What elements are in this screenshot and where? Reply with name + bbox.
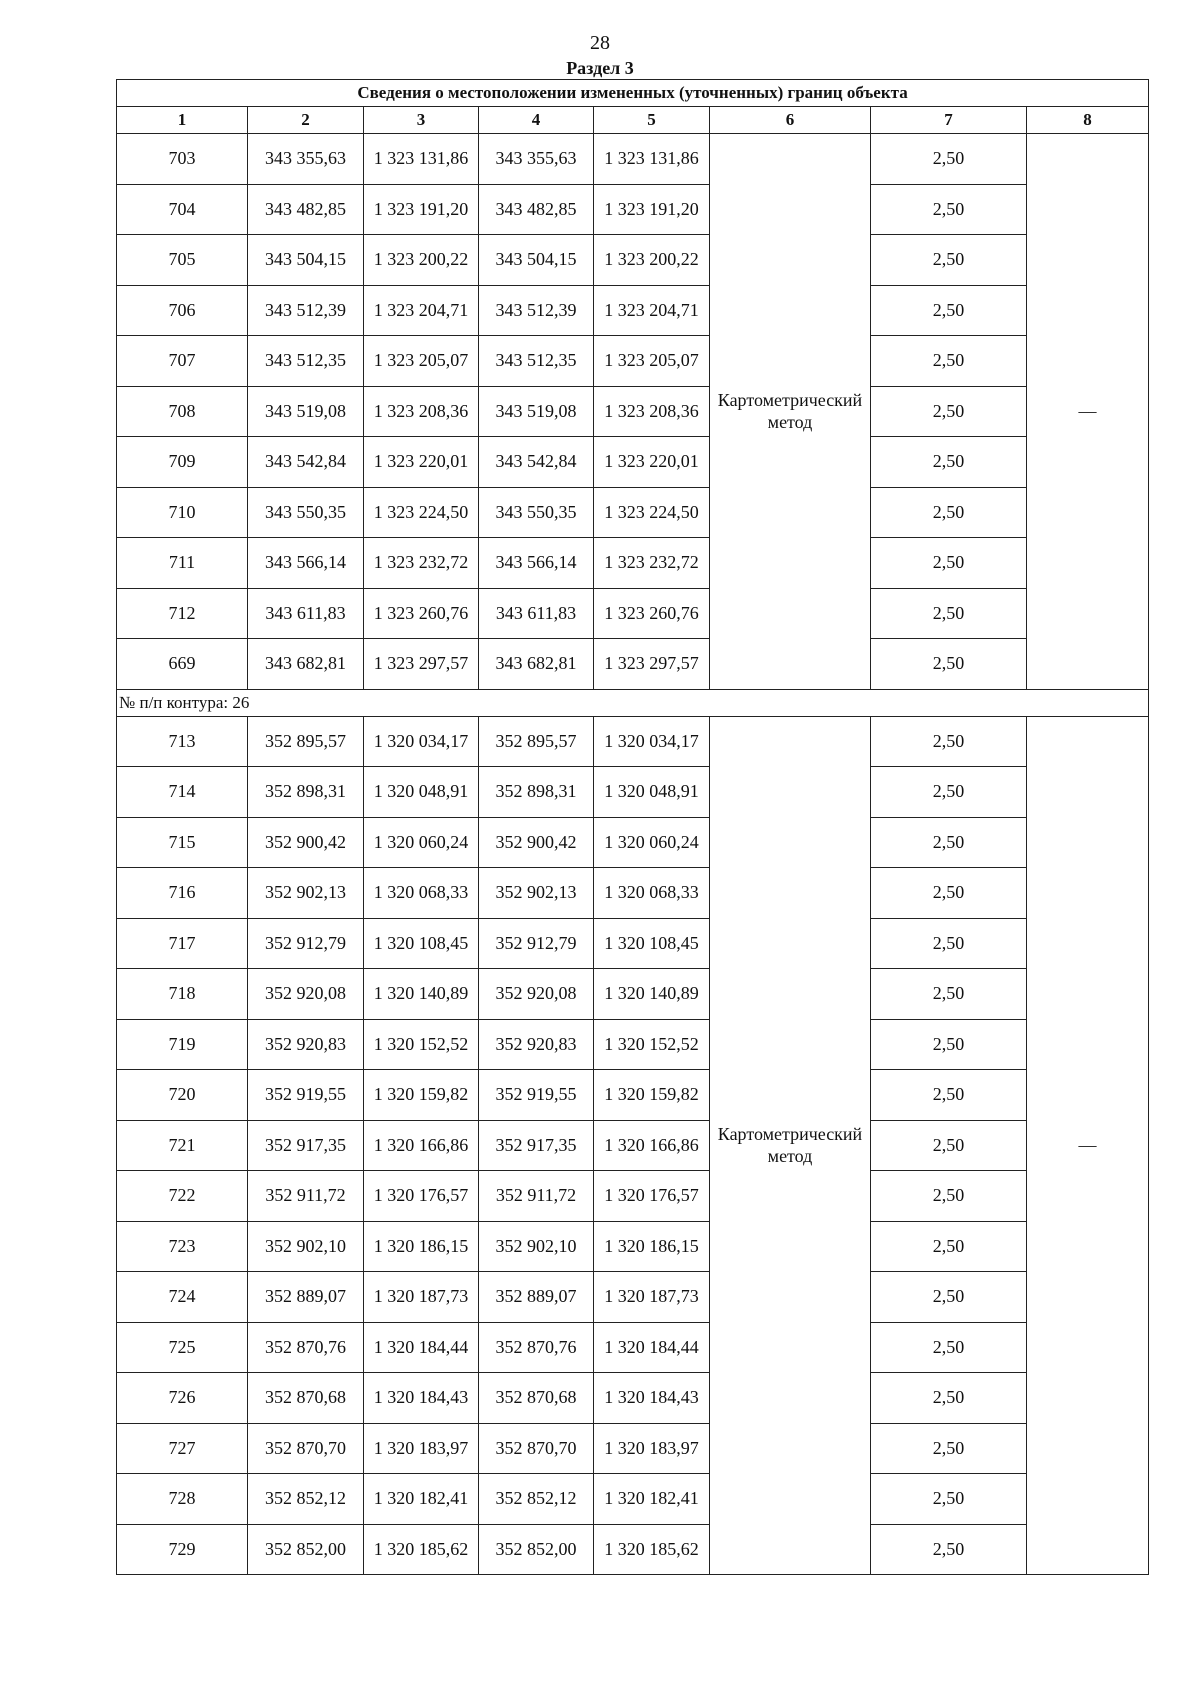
table-row: [117, 1171, 1149, 1222]
y-coord-cell: 1 320 176,57: [364, 1171, 479, 1222]
y-coord-cell: 1 320 184,43: [364, 1373, 479, 1424]
table-row: [117, 1423, 1149, 1474]
y-coord-new-cell: 1 320 140,89: [594, 969, 710, 1020]
point-number-cell: 704: [117, 184, 248, 235]
accuracy-cell: 2,50: [871, 1524, 1027, 1575]
point-number-cell: 722: [117, 1171, 248, 1222]
y-coord-new-cell: 1 323 204,71: [594, 285, 710, 336]
y-coord-new-cell: 1 323 205,07: [594, 336, 710, 387]
contour-row: [117, 689, 1149, 716]
x-coord-cell: 352 895,57: [248, 716, 364, 767]
point-number-cell: 724: [117, 1272, 248, 1323]
accuracy-cell: 2,50: [871, 134, 1027, 185]
accuracy-cell: 2,50: [871, 716, 1027, 767]
y-coord-cell: 1 323 297,57: [364, 639, 479, 690]
table-row: [117, 336, 1149, 387]
x-coord-new-cell: 352 912,79: [479, 918, 594, 969]
y-coord-cell: 1 323 224,50: [364, 487, 479, 538]
accuracy-cell: 2,50: [871, 235, 1027, 286]
table-row: [117, 285, 1149, 336]
y-coord-cell: 1 320 068,33: [364, 868, 479, 919]
section-title: Раздел 3: [566, 58, 634, 78]
column-number-header: 7: [871, 107, 1027, 134]
x-coord-cell: 352 898,31: [248, 767, 364, 818]
x-coord-new-cell: 352 902,13: [479, 868, 594, 919]
y-coord-cell: 1 323 204,71: [364, 285, 479, 336]
point-number-cell: 723: [117, 1221, 248, 1272]
table-row: [117, 538, 1149, 589]
accuracy-cell: 2,50: [871, 1221, 1027, 1272]
y-coord-cell: 1 323 191,20: [364, 184, 479, 235]
y-coord-new-cell: 1 320 060,24: [594, 817, 710, 868]
x-coord-new-cell: 352 870,68: [479, 1373, 594, 1424]
x-coord-cell: 352 912,79: [248, 918, 364, 969]
point-number-cell: 710: [117, 487, 248, 538]
x-coord-new-cell: 343 550,35: [479, 487, 594, 538]
x-coord-cell: 343 482,85: [248, 184, 364, 235]
x-coord-new-cell: 343 682,81: [479, 639, 594, 690]
point-number-cell: 706: [117, 285, 248, 336]
accuracy-cell: 2,50: [871, 386, 1027, 437]
y-coord-new-cell: 1 320 186,15: [594, 1221, 710, 1272]
x-coord-cell: 343 504,15: [248, 235, 364, 286]
x-coord-new-cell: 352 889,07: [479, 1272, 594, 1323]
x-coord-cell: 343 519,08: [248, 386, 364, 437]
column-number-header: 6: [710, 107, 871, 134]
y-coord-new-cell: 1 323 224,50: [594, 487, 710, 538]
x-coord-new-cell: 352 917,35: [479, 1120, 594, 1171]
point-number-cell: 711: [117, 538, 248, 589]
table-body: [117, 134, 1149, 1575]
y-coord-cell: 1 320 184,44: [364, 1322, 479, 1373]
y-coord-cell: 1 320 187,73: [364, 1272, 479, 1323]
y-coord-new-cell: 1 320 183,97: [594, 1423, 710, 1474]
point-number-cell: 721: [117, 1120, 248, 1171]
x-coord-new-cell: 352 898,31: [479, 767, 594, 818]
table-row: [117, 386, 1149, 437]
accuracy-cell: 2,50: [871, 184, 1027, 235]
x-coord-cell: 352 919,55: [248, 1070, 364, 1121]
table-caption: Сведения о местоположении измененных (уточненных) границ объекта: [117, 80, 1149, 107]
table-row: [117, 588, 1149, 639]
y-coord-cell: 1 323 260,76: [364, 588, 479, 639]
x-coord-new-cell: 343 355,63: [479, 134, 594, 185]
x-coord-new-cell: 343 566,14: [479, 538, 594, 589]
note-cell: —: [1027, 716, 1149, 1575]
point-number-cell: 714: [117, 767, 248, 818]
x-coord-cell: 352 889,07: [248, 1272, 364, 1323]
accuracy-cell: 2,50: [871, 285, 1027, 336]
accuracy-cell: 2,50: [871, 817, 1027, 868]
x-coord-new-cell: 352 919,55: [479, 1070, 594, 1121]
point-number-cell: 708: [117, 386, 248, 437]
accuracy-cell: 2,50: [871, 487, 1027, 538]
y-coord-cell: 1 320 140,89: [364, 969, 479, 1020]
table-row: [117, 767, 1149, 818]
table-row: [117, 134, 1149, 185]
table-row: [117, 969, 1149, 1020]
table-row: [117, 1120, 1149, 1171]
y-coord-cell: 1 320 034,17: [364, 716, 479, 767]
column-number-header: 2: [248, 107, 364, 134]
contour-label: № п/п контура: 26: [117, 689, 1149, 716]
table-row: [117, 1373, 1149, 1424]
point-number-cell: 725: [117, 1322, 248, 1373]
point-number-cell: 727: [117, 1423, 248, 1474]
column-number-header: 3: [364, 107, 479, 134]
y-coord-new-cell: 1 320 034,17: [594, 716, 710, 767]
point-number-cell: 716: [117, 868, 248, 919]
x-coord-cell: 352 911,72: [248, 1171, 364, 1222]
x-coord-new-cell: 343 512,39: [479, 285, 594, 336]
x-coord-new-cell: 343 611,83: [479, 588, 594, 639]
x-coord-cell: 352 917,35: [248, 1120, 364, 1171]
x-coord-new-cell: 343 542,84: [479, 437, 594, 488]
accuracy-cell: 2,50: [871, 336, 1027, 387]
column-number-row: [117, 107, 1149, 134]
column-number-header: 8: [1027, 107, 1149, 134]
table-row: [117, 1272, 1149, 1323]
column-number-header: 4: [479, 107, 594, 134]
x-coord-cell: 352 852,00: [248, 1524, 364, 1575]
x-coord-cell: 343 355,63: [248, 134, 364, 185]
table-row: [117, 437, 1149, 488]
point-number-cell: 703: [117, 134, 248, 185]
x-coord-new-cell: 352 852,12: [479, 1474, 594, 1525]
x-coord-cell: 352 852,12: [248, 1474, 364, 1525]
y-coord-new-cell: 1 323 220,01: [594, 437, 710, 488]
point-number-cell: 669: [117, 639, 248, 690]
y-coord-cell: 1 323 205,07: [364, 336, 479, 387]
x-coord-cell: 352 902,13: [248, 868, 364, 919]
x-coord-cell: 352 900,42: [248, 817, 364, 868]
x-coord-new-cell: 352 920,83: [479, 1019, 594, 1070]
point-number-cell: 729: [117, 1524, 248, 1575]
point-number-cell: 715: [117, 817, 248, 868]
accuracy-cell: 2,50: [871, 1423, 1027, 1474]
table-row: [117, 639, 1149, 690]
y-coord-new-cell: 1 320 159,82: [594, 1070, 710, 1121]
method-cell: Картометрический метод: [710, 134, 871, 690]
y-coord-new-cell: 1 323 232,72: [594, 538, 710, 589]
point-number-cell: 707: [117, 336, 248, 387]
accuracy-cell: 2,50: [871, 767, 1027, 818]
y-coord-cell: 1 323 131,86: [364, 134, 479, 185]
y-coord-new-cell: 1 323 200,22: [594, 235, 710, 286]
table-row: [117, 1070, 1149, 1121]
y-coord-cell: 1 320 159,82: [364, 1070, 479, 1121]
y-coord-new-cell: 1 320 152,52: [594, 1019, 710, 1070]
x-coord-cell: 343 611,83: [248, 588, 364, 639]
y-coord-cell: 1 320 166,86: [364, 1120, 479, 1171]
accuracy-cell: 2,50: [871, 1474, 1027, 1525]
accuracy-cell: 2,50: [871, 969, 1027, 1020]
point-number-cell: 720: [117, 1070, 248, 1121]
accuracy-cell: 2,50: [871, 1120, 1027, 1171]
table-row: [117, 1474, 1149, 1525]
point-number-cell: 713: [117, 716, 248, 767]
x-coord-cell: 352 902,10: [248, 1221, 364, 1272]
accuracy-cell: 2,50: [871, 538, 1027, 589]
y-coord-new-cell: 1 320 184,43: [594, 1373, 710, 1424]
point-number-cell: 728: [117, 1474, 248, 1525]
point-number-cell: 719: [117, 1019, 248, 1070]
x-coord-new-cell: 352 900,42: [479, 817, 594, 868]
y-coord-new-cell: 1 320 184,44: [594, 1322, 710, 1373]
x-coord-new-cell: 352 852,00: [479, 1524, 594, 1575]
x-coord-new-cell: 352 870,76: [479, 1322, 594, 1373]
table-row: [117, 868, 1149, 919]
accuracy-cell: 2,50: [871, 1322, 1027, 1373]
x-coord-new-cell: 343 512,35: [479, 336, 594, 387]
accuracy-cell: 2,50: [871, 1070, 1027, 1121]
method-cell: Картометрический метод: [710, 716, 871, 1575]
y-coord-new-cell: 1 320 068,33: [594, 868, 710, 919]
x-coord-new-cell: 343 482,85: [479, 184, 594, 235]
accuracy-cell: 2,50: [871, 588, 1027, 639]
y-coord-new-cell: 1 320 048,91: [594, 767, 710, 818]
y-coord-cell: 1 320 185,62: [364, 1524, 479, 1575]
y-coord-new-cell: 1 320 182,41: [594, 1474, 710, 1525]
x-coord-new-cell: 352 870,70: [479, 1423, 594, 1474]
x-coord-cell: 343 566,14: [248, 538, 364, 589]
y-coord-cell: 1 320 060,24: [364, 817, 479, 868]
x-coord-cell: 352 870,70: [248, 1423, 364, 1474]
y-coord-cell: 1 323 208,36: [364, 386, 479, 437]
table-row: [117, 817, 1149, 868]
x-coord-cell: 352 870,76: [248, 1322, 364, 1373]
table-row: [117, 716, 1149, 767]
y-coord-cell: 1 323 220,01: [364, 437, 479, 488]
y-coord-cell: 1 320 152,52: [364, 1019, 479, 1070]
x-coord-cell: 352 920,83: [248, 1019, 364, 1070]
accuracy-cell: 2,50: [871, 1272, 1027, 1323]
y-coord-new-cell: 1 323 131,86: [594, 134, 710, 185]
boundary-table: [116, 79, 1149, 1575]
y-coord-cell: 1 323 200,22: [364, 235, 479, 286]
page-number: 28: [590, 32, 610, 54]
x-coord-new-cell: 343 519,08: [479, 386, 594, 437]
x-coord-new-cell: 343 504,15: [479, 235, 594, 286]
x-coord-cell: 352 920,08: [248, 969, 364, 1020]
accuracy-cell: 2,50: [871, 1171, 1027, 1222]
y-coord-new-cell: 1 320 176,57: [594, 1171, 710, 1222]
y-coord-new-cell: 1 320 185,62: [594, 1524, 710, 1575]
x-coord-new-cell: 352 920,08: [479, 969, 594, 1020]
y-coord-cell: 1 320 183,97: [364, 1423, 479, 1474]
accuracy-cell: 2,50: [871, 1019, 1027, 1070]
accuracy-cell: 2,50: [871, 868, 1027, 919]
point-number-cell: 718: [117, 969, 248, 1020]
y-coord-new-cell: 1 320 108,45: [594, 918, 710, 969]
accuracy-cell: 2,50: [871, 918, 1027, 969]
y-coord-new-cell: 1 323 297,57: [594, 639, 710, 690]
table-row: [117, 235, 1149, 286]
accuracy-cell: 2,50: [871, 437, 1027, 488]
y-coord-new-cell: 1 323 191,20: [594, 184, 710, 235]
x-coord-new-cell: 352 911,72: [479, 1171, 594, 1222]
y-coord-cell: 1 320 186,15: [364, 1221, 479, 1272]
x-coord-new-cell: 352 902,10: [479, 1221, 594, 1272]
x-coord-cell: 352 870,68: [248, 1373, 364, 1424]
y-coord-new-cell: 1 320 187,73: [594, 1272, 710, 1323]
y-coord-cell: 1 320 048,91: [364, 767, 479, 818]
point-number-cell: 717: [117, 918, 248, 969]
x-coord-cell: 343 542,84: [248, 437, 364, 488]
x-coord-cell: 343 550,35: [248, 487, 364, 538]
y-coord-new-cell: 1 320 166,86: [594, 1120, 710, 1171]
accuracy-cell: 2,50: [871, 1373, 1027, 1424]
table-row: [117, 1019, 1149, 1070]
accuracy-cell: 2,50: [871, 639, 1027, 690]
table-row: [117, 1221, 1149, 1272]
table-row: [117, 1322, 1149, 1373]
x-coord-new-cell: 352 895,57: [479, 716, 594, 767]
y-coord-cell: 1 323 232,72: [364, 538, 479, 589]
note-cell: —: [1027, 134, 1149, 690]
table-row: [117, 1524, 1149, 1575]
x-coord-cell: 343 512,39: [248, 285, 364, 336]
table-row: [117, 184, 1149, 235]
y-coord-cell: 1 320 182,41: [364, 1474, 479, 1525]
point-number-cell: 705: [117, 235, 248, 286]
point-number-cell: 712: [117, 588, 248, 639]
x-coord-cell: 343 512,35: [248, 336, 364, 387]
table-row: [117, 918, 1149, 969]
y-coord-new-cell: 1 323 260,76: [594, 588, 710, 639]
point-number-cell: 709: [117, 437, 248, 488]
point-number-cell: 726: [117, 1373, 248, 1424]
column-number-header: 1: [117, 107, 248, 134]
x-coord-cell: 343 682,81: [248, 639, 364, 690]
y-coord-cell: 1 320 108,45: [364, 918, 479, 969]
table-row: [117, 487, 1149, 538]
column-number-header: 5: [594, 107, 710, 134]
y-coord-new-cell: 1 323 208,36: [594, 386, 710, 437]
